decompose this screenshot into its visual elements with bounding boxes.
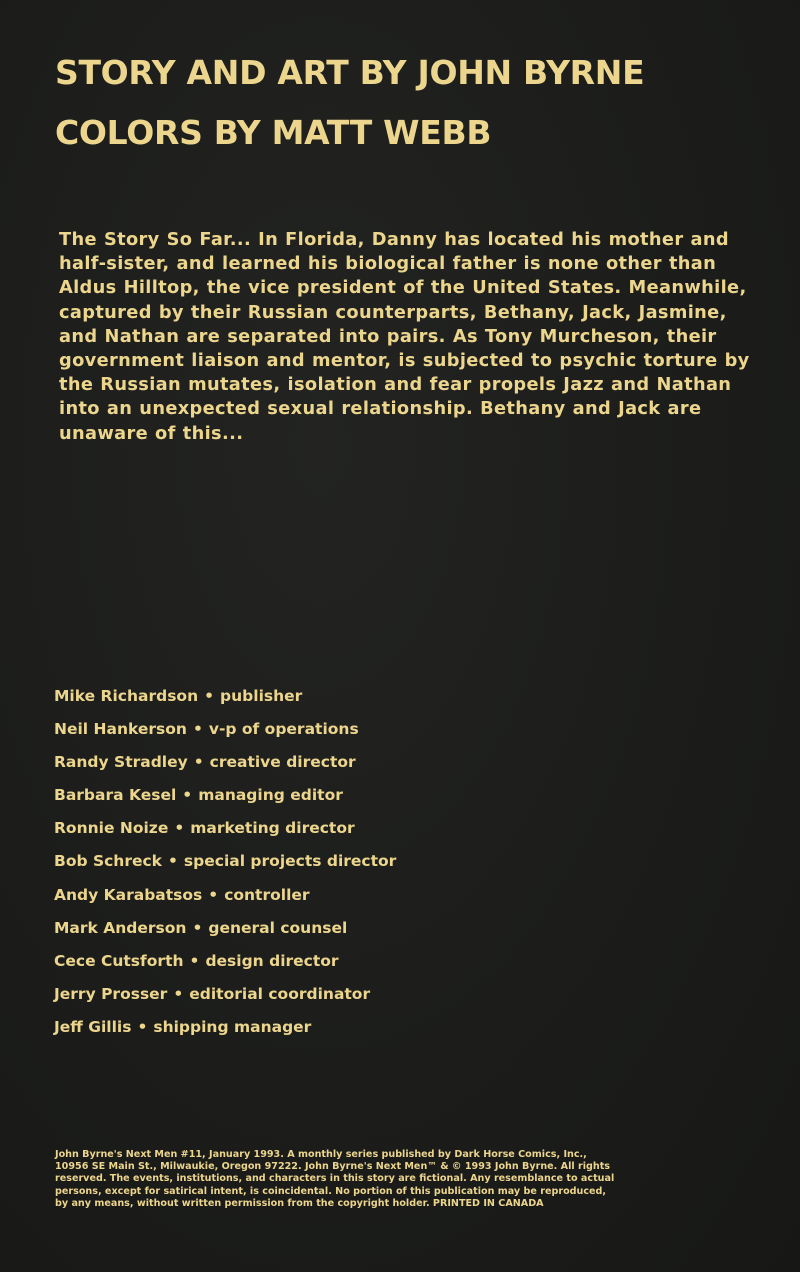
staff-name: Andy Karabatsos (54, 885, 203, 904)
staff-name: Neil Hankerson (54, 720, 187, 739)
staff-item (54, 815, 396, 848)
staff-role: design director (205, 951, 339, 970)
colors-credit: COLORS BY MATT WEBB (55, 113, 492, 152)
staff-role: shipping manager (153, 1017, 312, 1036)
staff-name: Mike Richardson (54, 687, 199, 705)
bullet-separator: • (192, 720, 203, 739)
story-synopsis: The Story So Far... In Florida, Danny has located his mother and half-sister, and learned his biological father is none other than Aldus Hilltop, the vice president of the United States. Meanwhile, captured by their Russian counterparts, Bethany, Jack, Jasmine, and Nathan are separated into pairs. As Tony Murcheson, their government liaison and mentor, is subjected to psychic torture by the Russian mutates, isolation and fear propels Jazz and Nathan into an unexpected sexual relationship. Bethany and Jack are unaware of this... (59, 229, 750, 444)
staff-item (54, 848, 396, 881)
staff-name: Bob Schreck (54, 852, 162, 871)
staff-role: controller (224, 885, 310, 904)
bullet-separator: • (189, 951, 200, 970)
staff-item (54, 948, 396, 981)
bullet-separator: • (168, 852, 178, 871)
legal-indicia: John Byrne's Next Men #11, January 1993. A monthly series published by Dark Horse Comics, Inc., 10956 SE Main St., Milwaukie, Oregon 97222. John Byrne's Next Men™ & © 1993 John Byrne. All rights reserved. The events, institutions, and characters in this story are fictional. Any resemblance to actual persons, except for satirical intent, is coincidental. No portion of this publication may be reproduced, by any means, without written permission from the copyright holder. PRINTED IN CANADA (55, 1149, 615, 1209)
bullet-separator: • (204, 687, 215, 705)
staff-role: publisher (220, 687, 303, 705)
staff-name: Randy Stradley (54, 753, 188, 772)
staff-role: v-p of operations (208, 720, 359, 739)
staff-name: Barbara Kesel (54, 786, 177, 805)
story-art-credit: STORY AND ART BY JOHN BYRNE (55, 53, 645, 92)
staff-item (54, 1014, 396, 1047)
staff-item (54, 882, 396, 915)
staff-item (54, 915, 396, 948)
staff-name: Mark Anderson (54, 918, 187, 937)
staff-name: Cece Cutsforth (54, 951, 184, 970)
staff-role: editorial coordinator (189, 984, 371, 1003)
bullet-separator: • (173, 984, 184, 1003)
staff-name: Jeff Gillis (54, 1017, 132, 1036)
staff-list (54, 683, 396, 1047)
bullet-separator: • (137, 1017, 148, 1036)
bullet-separator: • (182, 786, 193, 805)
staff-role: special projects director (183, 852, 397, 871)
staff-name: Jerry Prosser (54, 984, 168, 1003)
bullet-separator: • (208, 885, 219, 904)
staff-item (54, 683, 396, 716)
staff-role: managing editor (198, 786, 343, 805)
staff-role: general counsel (208, 918, 348, 937)
staff-role: creative director (209, 753, 356, 772)
bullet-separator: • (192, 918, 203, 937)
staff-item (54, 782, 396, 815)
staff-item (54, 981, 396, 1014)
bullet-separator: • (193, 753, 204, 772)
staff-name: Ronnie Noize (54, 819, 169, 838)
staff-item (54, 749, 396, 782)
bullet-separator: • (174, 819, 185, 838)
staff-item (54, 716, 396, 749)
staff-role: marketing director (190, 819, 355, 838)
